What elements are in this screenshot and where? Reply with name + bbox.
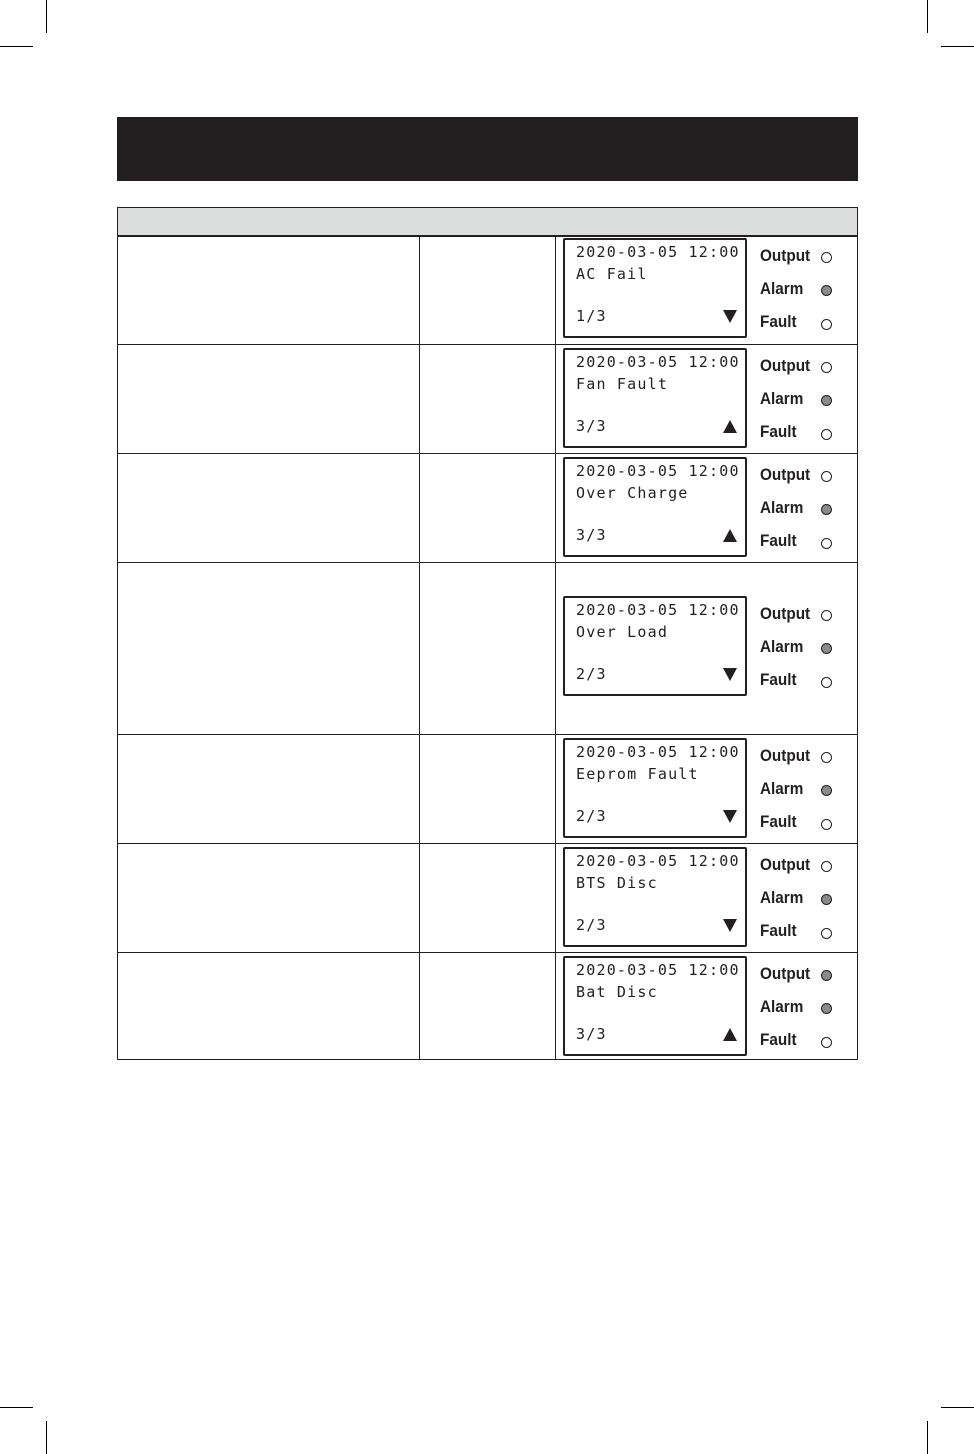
crop-mark: [46, 0, 47, 33]
lcd-datetime: 2020-03-05 12:00: [576, 243, 740, 261]
led-indicators: [760, 350, 855, 450]
alarm-led-icon: [821, 504, 832, 515]
led-indicators: [760, 958, 855, 1058]
table-row: [118, 562, 857, 734]
alarm-led-icon: [821, 395, 832, 406]
fault-label: Fault: [760, 422, 797, 441]
table-row: [118, 344, 857, 453]
down-arrow-icon: [723, 919, 737, 932]
crop-mark: [46, 1421, 47, 1454]
fault-label: Fault: [760, 1030, 797, 1049]
lcd-alarm-text: BTS Disc: [576, 874, 658, 892]
crop-mark: [941, 1407, 974, 1408]
table-row: [118, 952, 857, 1060]
down-arrow-icon: [723, 310, 737, 323]
description-cell: [118, 844, 420, 952]
lcd-page-counter: 3/3: [576, 417, 607, 435]
output-led-icon: [821, 970, 832, 981]
output-label: Output: [760, 465, 811, 484]
up-arrow-icon: [723, 1028, 737, 1041]
action-cell: [419, 235, 556, 344]
fault-led-icon: [821, 429, 832, 440]
alarm-led-icon: [821, 894, 832, 905]
fault-label: Fault: [760, 670, 797, 689]
lcd-alarm-text: Over Load: [576, 623, 669, 641]
alarm-label: Alarm: [760, 637, 804, 656]
lcd-page-counter: 2/3: [576, 916, 607, 934]
led-indicators: [760, 459, 855, 559]
lcd-display: [563, 238, 747, 338]
fault-label: Fault: [760, 312, 797, 331]
alarm-label: Alarm: [760, 888, 804, 907]
alarm-table: [117, 207, 858, 1060]
output-label: Output: [760, 855, 811, 874]
lcd-alarm-text: Fan Fault: [576, 375, 669, 393]
led-indicators: [760, 598, 855, 698]
lcd-display: [563, 738, 747, 838]
table-header-row: [118, 208, 857, 237]
lcd-display: [563, 956, 747, 1056]
alarm-label: Alarm: [760, 389, 804, 408]
alarm-label: Alarm: [760, 279, 804, 298]
alarm-led-icon: [821, 643, 832, 654]
fault-led-icon: [821, 819, 832, 830]
lcd-alarm-text: Eeprom Fault: [576, 765, 699, 783]
output-led-icon: [821, 362, 832, 373]
crop-mark: [0, 1407, 33, 1408]
fault-led-icon: [821, 538, 832, 549]
description-cell: [118, 563, 420, 734]
output-led-icon: [821, 252, 832, 263]
description-cell: [118, 235, 420, 344]
fault-led-icon: [821, 928, 832, 939]
description-cell: [118, 454, 420, 562]
lcd-alarm-text: Over Charge: [576, 484, 689, 502]
output-label: Output: [760, 356, 811, 375]
lcd-display: [563, 348, 747, 448]
crop-mark: [927, 1421, 928, 1454]
alarm-led-icon: [821, 785, 832, 796]
fault-led-icon: [821, 677, 832, 688]
lcd-datetime: 2020-03-05 12:00: [576, 462, 740, 480]
lcd-page-counter: 3/3: [576, 1025, 607, 1043]
lcd-display: [563, 457, 747, 557]
lcd-page-counter: 1/3: [576, 307, 607, 325]
crop-mark: [0, 46, 33, 47]
lcd-page-counter: 2/3: [576, 807, 607, 825]
description-cell: [118, 345, 420, 453]
output-led-icon: [821, 861, 832, 872]
lcd-datetime: 2020-03-05 12:00: [576, 743, 740, 761]
lcd-datetime: 2020-03-05 12:00: [576, 852, 740, 870]
action-cell: [419, 844, 556, 952]
led-indicators: [760, 740, 855, 840]
up-arrow-icon: [723, 420, 737, 433]
lcd-page-counter: 2/3: [576, 665, 607, 683]
output-led-icon: [821, 752, 832, 763]
alarm-label: Alarm: [760, 779, 804, 798]
output-label: Output: [760, 246, 811, 265]
action-cell: [419, 735, 556, 843]
lcd-alarm-text: Bat Disc: [576, 983, 658, 1001]
action-cell: [419, 953, 556, 1060]
alarm-label: Alarm: [760, 997, 804, 1016]
output-label: Output: [760, 746, 811, 765]
section-header-bar: [117, 117, 858, 181]
action-cell: [419, 345, 556, 453]
down-arrow-icon: [723, 668, 737, 681]
alarm-led-icon: [821, 1003, 832, 1014]
lcd-display: [563, 847, 747, 947]
lcd-datetime: 2020-03-05 12:00: [576, 601, 740, 619]
lcd-datetime: 2020-03-05 12:00: [576, 353, 740, 371]
table-row: [118, 453, 857, 562]
alarm-led-icon: [821, 285, 832, 296]
fault-label: Fault: [760, 812, 797, 831]
fault-label: Fault: [760, 921, 797, 940]
up-arrow-icon: [723, 529, 737, 542]
alarm-label: Alarm: [760, 498, 804, 517]
lcd-datetime: 2020-03-05 12:00: [576, 961, 740, 979]
crop-mark: [927, 0, 928, 33]
lcd-alarm-text: AC Fail: [576, 265, 648, 283]
lcd-page-counter: 3/3: [576, 526, 607, 544]
lcd-display: [563, 596, 747, 696]
fault-led-icon: [821, 319, 832, 330]
output-led-icon: [821, 610, 832, 621]
crop-mark: [941, 46, 974, 47]
output-led-icon: [821, 471, 832, 482]
description-cell: [118, 953, 420, 1060]
description-cell: [118, 735, 420, 843]
fault-label: Fault: [760, 531, 797, 550]
action-cell: [419, 563, 556, 734]
output-label: Output: [760, 964, 811, 983]
table-row: [118, 843, 857, 952]
output-label: Output: [760, 604, 811, 623]
table-row: [118, 734, 857, 843]
down-arrow-icon: [723, 810, 737, 823]
led-indicators: [760, 240, 855, 340]
fault-led-icon: [821, 1037, 832, 1048]
action-cell: [419, 454, 556, 562]
table-row: [118, 235, 857, 344]
led-indicators: [760, 849, 855, 949]
